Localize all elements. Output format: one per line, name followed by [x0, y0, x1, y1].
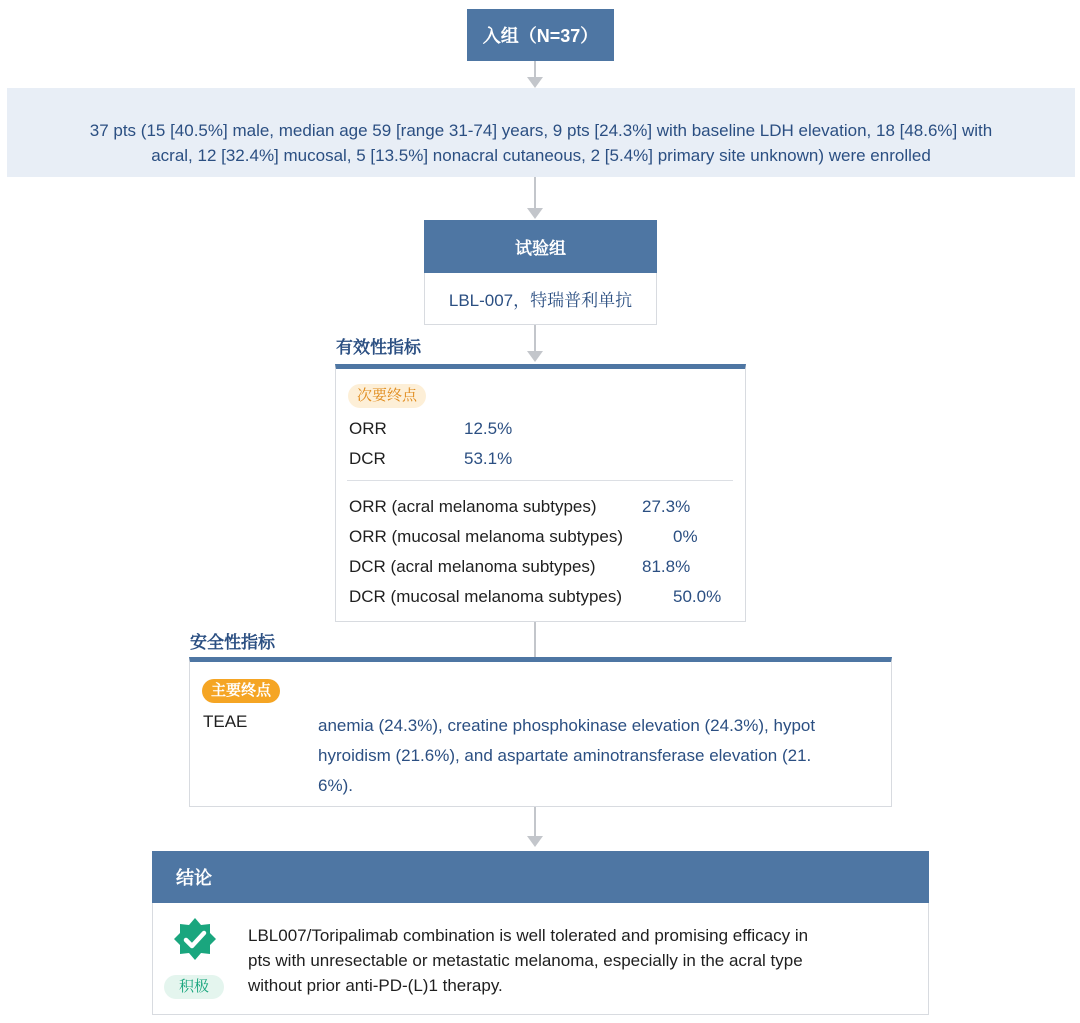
population-line-2: acral, 12 [32.4%] mucosal, 5 [13.5%] nonacral cutaneous, 2 [5.4%] primary site unknown) were enrolled: [151, 146, 931, 165]
subgroup-label: ORR (mucosal melanoma subtypes): [349, 527, 623, 546]
arrow-5: [527, 836, 543, 847]
conclusion-title: 结论: [176, 868, 212, 888]
arm-treatment: LBL-007，特瑞普利单抗: [448, 291, 633, 310]
efficacy-row-label: DCR: [349, 449, 386, 468]
connector-1: [534, 61, 536, 78]
arm-title-box: [424, 220, 657, 273]
conclusion-text: [248, 923, 808, 998]
efficacy-row-label: ORR: [349, 419, 387, 438]
population-box: [7, 88, 1075, 177]
efficacy-row-value: 53.1%: [464, 449, 513, 468]
arrow-2: [527, 208, 543, 219]
connector-4: [534, 622, 536, 658]
connector-3: [534, 325, 536, 353]
arrow-1: [527, 77, 543, 88]
subgroup-row: [349, 556, 596, 578]
efficacy-row-value: 12.5%: [464, 419, 513, 438]
subgroup-value: 50.0%: [673, 587, 722, 606]
enrollment-label: 入组（N=37）: [482, 26, 599, 46]
safety-title: 安全性指标: [190, 633, 275, 652]
conclusion-line: without prior anti-PD-(L)1 therapy.: [248, 976, 503, 995]
arm-title: 试验组: [515, 239, 566, 258]
enrollment-box: [467, 9, 614, 61]
safety-value: [318, 711, 815, 801]
safety-value-line: 6%).: [318, 776, 353, 795]
connector-5: [534, 807, 536, 838]
safety-value-line: hyroidism (21.6%), and aspartate aminotransferase elevation (21.: [318, 746, 812, 765]
efficacy-row: [349, 448, 386, 470]
subgroup-label: ORR (acral melanoma subtypes): [349, 497, 597, 516]
conclusion-header: [152, 851, 929, 903]
check-badge-icon: [173, 917, 217, 961]
safety-label: TEAE: [203, 712, 248, 731]
subgroup-value: 81.8%: [642, 557, 691, 576]
subgroup-label: DCR (mucosal melanoma subtypes): [349, 587, 623, 606]
subgroup-row: [349, 496, 597, 518]
efficacy-row: [349, 418, 387, 440]
population-line-1: 37 pts (15 [40.5%] male, median age 59 [range 31-74] years, 9 pts [24.3%] with baseline LDH elevation, 18 [48.6%] with: [89, 121, 993, 140]
subgroup-label: DCR (acral melanoma subtypes): [349, 557, 596, 576]
efficacy-divider: [347, 480, 733, 481]
connector-2: [534, 177, 536, 210]
subgroup-row: [349, 586, 622, 608]
arm-treatment-box: [424, 273, 657, 325]
subgroup-value: 0%: [673, 527, 698, 546]
conclusion-line: LBL007/Toripalimab combination is well tolerated and promising efficacy in: [248, 926, 809, 945]
arrow-3: [527, 351, 543, 362]
conclusion-line: pts with unresectable or metastatic melanoma, especially in the acral type: [248, 951, 803, 970]
subgroup-row: [349, 526, 623, 548]
subgroup-value: 27.3%: [642, 497, 691, 516]
safety-value-line: anemia (24.3%), creatine phosphokinase elevation (24.3%), hypot: [318, 716, 816, 735]
safety-badge: 主要终点: [202, 679, 280, 703]
efficacy-badge: 次要终点: [348, 384, 426, 408]
efficacy-title: 有效性指标: [336, 338, 421, 357]
conclusion-badge: 积极: [164, 975, 224, 999]
